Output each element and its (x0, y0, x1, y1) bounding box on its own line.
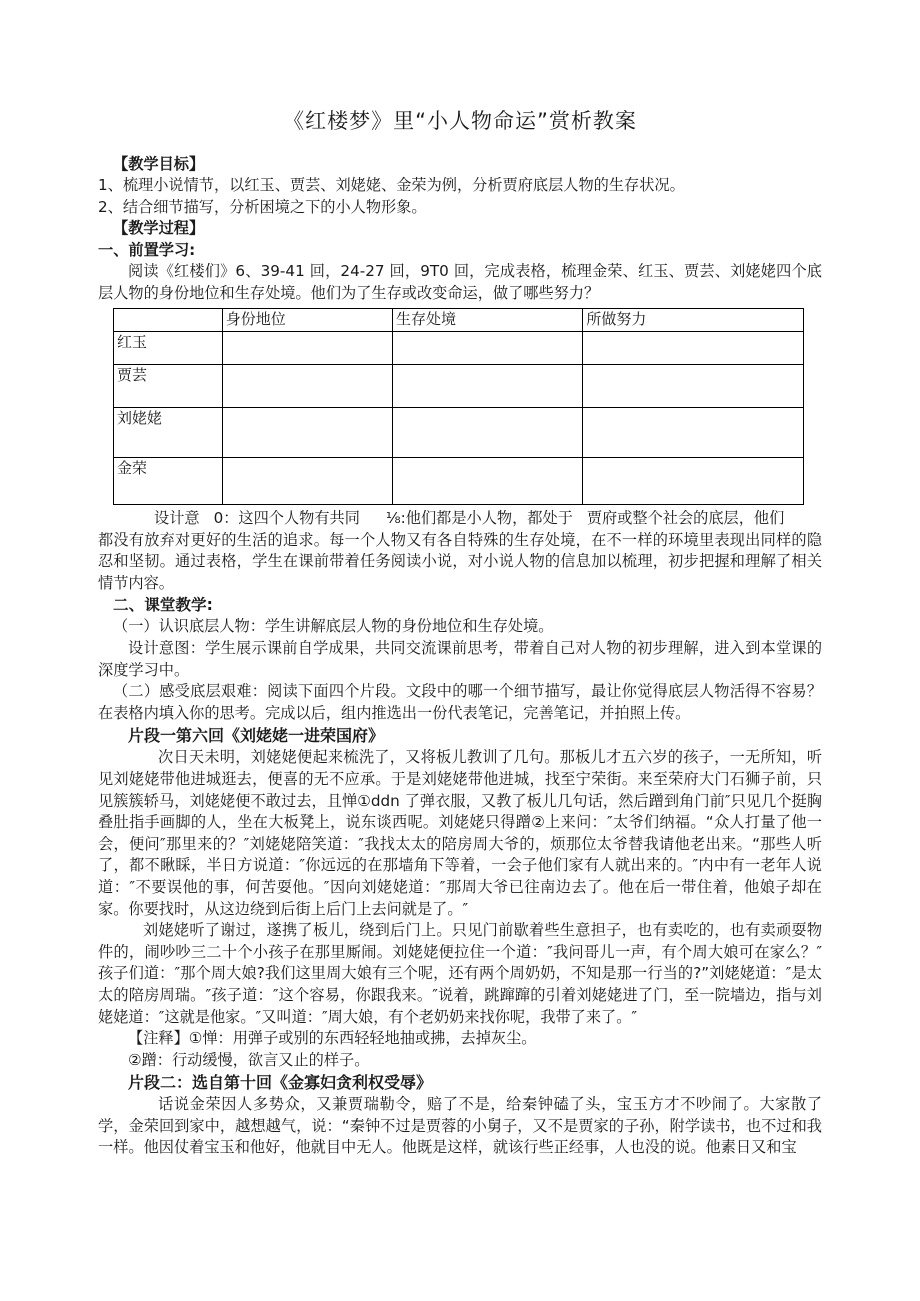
table-cell-character: 刘姥姥 (114, 408, 223, 458)
fragment-one-paragraph-1: 次日天未明，刘姥姥便起来梳洗了，又将板儿教训了几句。那板儿才五六岁的孩子，一无所知，听见刘姥姥带他进城逛去，便喜的无不应承。于是刘姥姥带他进城，找至宁荣街。来至荣府大门石狮子前，只见簇簇轿马，刘姥姥便不敢过去，且惮①ddn 了弹衣服，又教了板儿几句话，然后蹭到角门前″只见几个挺胸叠肚指手画脚的人，坐在大板凳上，说东谈西呢。刘姥姥只得蹭②上来问：″太爷们纳福。“众人打量了他一会，便问″那里来的？″刘姥姥陪笑道：″我找太太的陪房周大爷的，烦那位太爷替我请他老出来。“那些人听了，都不瞅睬，半日方说道：″你远远的在那墙角下等着，一会子他们家有人就出来的。″内中有一老年人说道：″不要误他的事，何苦耍他。″因向刘姥姥道：″那周大爷已往南边去了。他在后一带住着，他娘子却在家。你要找时，从这边绕到后街上后门上去问就是了。″ (98, 748, 822, 918)
section-one-heading: 一、前置学习: (98, 240, 196, 259)
table-cell-situation[interactable] (393, 458, 583, 505)
fragment-two-paragraph-1: 话说金荣因人多势众，又兼贾瑞勒令，赔了不是，给秦钟磕了头，宝玉方才不吵闹了。大家散了学，金荣回到家中，越想越气，说：“秦钟不过是贾蓉的小舅子，又不是贾家的子孙，附学读书，也不过和我一样。他因仗着宝玉和他好，他就目中无人。他既是这样，就该行些正经事，人也没的说。他素日又和宝 (98, 1095, 822, 1157)
table-cell-efforts[interactable] (583, 365, 804, 408)
table-cell-character: 金荣 (114, 458, 223, 505)
fragment-one-heading: 片段一第六回《刘姥姥一进荣国府》 (128, 726, 385, 746)
table-header-cell-3: 所做努力 (583, 309, 804, 332)
teaching-objectives-heading: 【教学目标】 (113, 155, 205, 173)
table-header-cell-2: 生存处境 (393, 309, 583, 332)
design-intent-1-first-line (98, 508, 822, 529)
table-row (114, 332, 804, 365)
table-cell-efforts[interactable] (583, 458, 804, 505)
document-content (98, 104, 822, 1159)
annotation-line-1 (98, 1028, 822, 1050)
table-row (114, 365, 804, 408)
fragment-two-heading: 片段二：选自第十回《金寡妇贪利权受辱》 (128, 1073, 433, 1093)
fragment-one-paragraph-2: 刘姥姥听了谢过，遂携了板儿，绕到后门上。只见门前歇着些生意担子，也有卖吃的，也有卖顽耍物件的，闹吵吵三二十个小孩子在那里厮闹。刘姥姥便拉住一个道：″我问哥儿一声，有个周大娘可在家么？″孩子们道：″那个周大娘?我们这里周大娘有三个呢，还有两个周奶奶，不知是那一行当的?”刘姥姥道：″是太太的陪房周瑞。″孩子道：″这个容易，你跟我来。″说着，跳蹿蹿的引着刘姥姥进了门，至一院墙边，指与刘姥姥道：″这就是他家。″又叫道：″周大娘，有个老奶奶来找你呢，我带了来了。″ (98, 921, 822, 1026)
subsection-one: （一）认识底层人物：学生讲解底层人物的身份地位和生存处境。 (113, 617, 554, 636)
table-cell-situation[interactable] (393, 365, 583, 408)
annotation-item-2-line: ②蹭：行动缓慢，欲言又止的样子。 (128, 1050, 370, 1069)
table-header-cell-1: 身份地位 (222, 309, 392, 332)
design-intent-seg-b: 0：这四个人物有共同 (213, 509, 360, 528)
table-cell-status[interactable] (222, 408, 392, 458)
design-intent-1-body: 都没有放弃对更好的生活的追求。每一个人物又有各自特殊的生存处境，在不一样的环境里表现出同样的隐忍和坚韧。通过表格，学生在课前带着任务阅读小说，对小说人物的信息加以梳理，初步把握和理解了相关情节内容。 (98, 530, 822, 592)
table-cell-efforts[interactable] (583, 332, 804, 365)
teaching-process-heading: 【教学过程】 (113, 219, 205, 238)
character-analysis-table (113, 308, 804, 505)
table-row (114, 458, 804, 505)
design-intent-seg-d: 贾府或整个社会的底层，他们 (586, 509, 785, 528)
table-cell-status[interactable] (222, 365, 392, 408)
table-cell-status[interactable] (222, 332, 392, 365)
prereading-instruction: 阅读《红楼们》6、39-41 回，24-27 回，9T0 回，完成表格，梳理金荣、红玉、贾芸、刘姥姥四个底层人物的身份地位和生存处境。他们为了生存或改变命运，做了哪些努力？ (98, 262, 822, 302)
page-title: 《红楼梦》里“小人物命运”赏析教案 (283, 109, 637, 133)
table-cell-situation[interactable] (393, 332, 583, 365)
design-intent-2: 设计意图：学生展示课前自学成果，共同交流课前思考，带着自己对人物的初步理解，进入到本堂课的深度学习中。 (98, 639, 822, 679)
table-cell-efforts[interactable] (583, 408, 804, 458)
table-cell-status[interactable] (222, 458, 392, 505)
design-intent-seg-c: ⅛:他们都是小人物，都处于 (385, 509, 573, 528)
objective-item-1: 1、梳理小说情节，以红玉、贾芸、刘姥姥、金荣为例，分析贾府底层人物的生存状况。 (98, 176, 685, 195)
annotation-heading: 【注释】 (128, 1029, 189, 1048)
design-intent-seg-a: 设计意 (154, 509, 200, 528)
subsection-two: （二）感受底层艰难：阅读下面四个片段。文段中的哪一个细节描写，最让你觉得底层人物活得不容易？在表格内填入你的思考。完成以后，组内推选出一份代表笔记，完善笔记，并拍照上传。 (98, 682, 822, 722)
section-two-heading: 二、课堂教学: (113, 596, 213, 615)
annotation-item-1: ①惮：用弹子或别的东西轻轻地抽或拂，去掉灰尘。 (188, 1029, 537, 1048)
table-header-cell-0 (114, 309, 223, 332)
table-cell-character: 红玉 (114, 332, 223, 365)
table-cell-situation[interactable] (393, 408, 583, 458)
table-cell-character: 贾芸 (114, 365, 223, 408)
table-header-row (114, 309, 804, 332)
table-row (114, 408, 804, 458)
objective-item-2: 2、结合细节描写，分析困境之下的小人物形象。 (98, 197, 427, 216)
